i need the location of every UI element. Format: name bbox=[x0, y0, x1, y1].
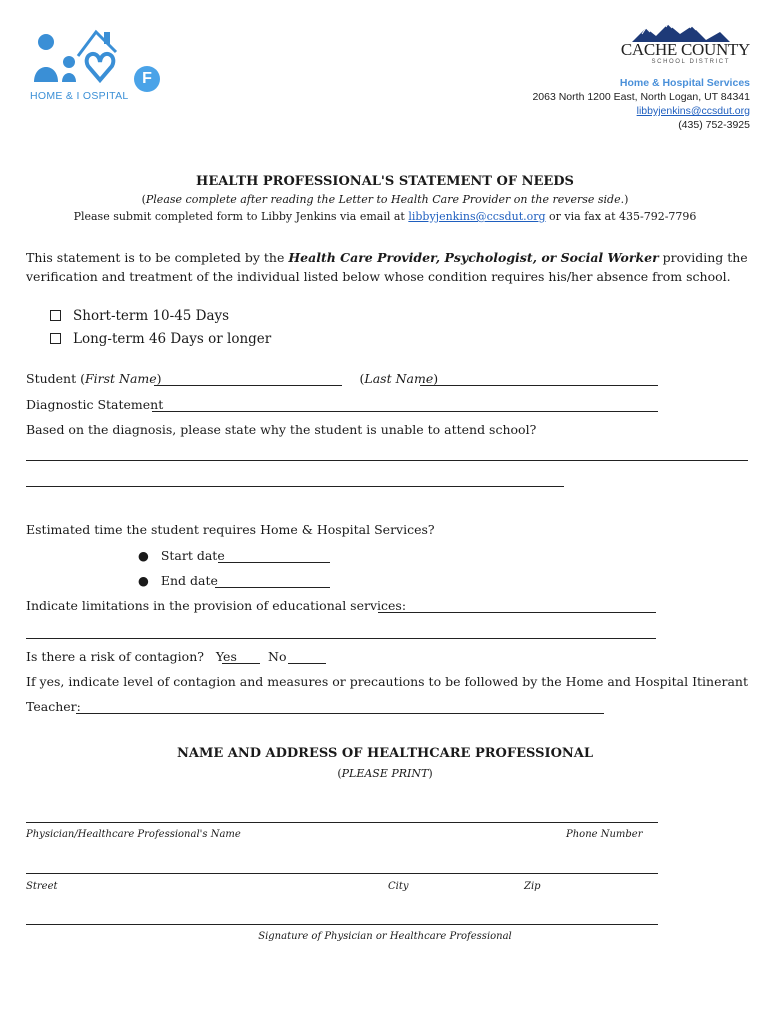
form-badge: F bbox=[134, 66, 160, 92]
section-2-subtitle: (PLEASE PRINT) bbox=[337, 767, 433, 780]
address: 2063 North 1200 East, North Logan, UT 84341 bbox=[532, 91, 750, 103]
name-phone-field[interactable] bbox=[26, 822, 658, 823]
district-name: CACHE COUNTY bbox=[620, 40, 750, 59]
start-date-row: ● Start date bbox=[138, 548, 225, 563]
start-date-field[interactable] bbox=[218, 562, 330, 563]
reason-field-line-1[interactable] bbox=[26, 460, 748, 461]
end-date-field[interactable] bbox=[215, 587, 330, 588]
form-subnote: (Please complete after reading the Letter to Health Care Provider on the reverse side.) bbox=[141, 193, 629, 206]
section-2-title: NAME AND ADDRESS OF HEALTHCARE PROFESSIONAL bbox=[176, 746, 594, 761]
option-short-term[interactable]: Short-term 10-45 Days bbox=[50, 308, 229, 324]
bullet-icon: ● bbox=[138, 548, 149, 563]
diagnostic-row: Diagnostic Statement bbox=[26, 397, 163, 412]
signature-field[interactable] bbox=[26, 924, 658, 925]
limitations-field[interactable] bbox=[378, 612, 656, 613]
street-label: Street bbox=[26, 881, 58, 892]
intro-paragraph: This statement is to be completed by the Health Care Provider, Psychologist, or Social Worker providing the verification and treatment of the individual listed below whose condition requires his/her absence from school. bbox=[26, 250, 748, 284]
name-label: Physician/Healthcare Professional's Name bbox=[26, 829, 241, 840]
checkbox-icon[interactable] bbox=[50, 310, 61, 321]
email-link[interactable]: libbyjenkins@ccsdut.org bbox=[636, 105, 750, 117]
diagnostic-field[interactable] bbox=[152, 411, 658, 412]
logo-text: HOME & I OSPITAL bbox=[30, 90, 129, 102]
zip-label: Zip bbox=[524, 881, 541, 892]
reason-field-line-2[interactable] bbox=[26, 486, 564, 487]
teacher-row: Teacher: bbox=[26, 699, 81, 714]
contagion-row: Is there a risk of contagion? Yes No bbox=[26, 649, 237, 664]
form-title: HEALTH PROFESSIONAL'S STATEMENT OF NEEDS bbox=[196, 174, 574, 189]
department: Home & Hospital Services bbox=[619, 77, 750, 89]
last-name-field[interactable] bbox=[420, 385, 658, 386]
teacher-field[interactable] bbox=[76, 713, 604, 714]
option-long-term[interactable]: Long-term 46 Days or longer bbox=[50, 331, 271, 347]
limitations-row: Indicate limitations in the provision of educational services: bbox=[26, 598, 406, 613]
contact-block bbox=[532, 76, 750, 132]
address-field[interactable] bbox=[26, 873, 658, 874]
contagion-level-text: If yes, indicate level of contagion and measures or precautions to be followed by the Home and Hospital Itinerant bbox=[26, 674, 748, 689]
limitations-field-line-2[interactable] bbox=[26, 638, 656, 639]
first-name-field[interactable] bbox=[154, 385, 342, 386]
student-name-row: Student (First Name) (Last Name) bbox=[26, 371, 438, 386]
estimated-question: Estimated time the student requires Home & Hospital Services? bbox=[26, 522, 435, 537]
bullet-icon: ● bbox=[138, 573, 149, 588]
phone: (435) 752-3925 bbox=[678, 119, 750, 131]
phone-label: Phone Number bbox=[566, 829, 643, 840]
signature-label: Signature of Physician or Healthcare Professional bbox=[258, 931, 512, 942]
contagion-yes-field[interactable] bbox=[222, 663, 260, 664]
reason-question: Based on the diagnosis, please state why the student is unable to attend school? bbox=[26, 422, 537, 437]
end-date-row: ● End date bbox=[138, 573, 218, 588]
checkbox-icon[interactable] bbox=[50, 333, 61, 344]
district-subtitle: SCHOOL DISTRICT bbox=[651, 59, 730, 65]
city-label: City bbox=[388, 881, 409, 892]
submit-email-link[interactable]: libbyjenkins@ccsdut.org bbox=[408, 210, 546, 223]
contagion-no-field[interactable] bbox=[288, 663, 326, 664]
submit-instructions: Please submit completed form to Libby Jenkins via email at libbyjenkins@ccsdut.org or via fax at 435-792-7796 bbox=[73, 210, 697, 223]
